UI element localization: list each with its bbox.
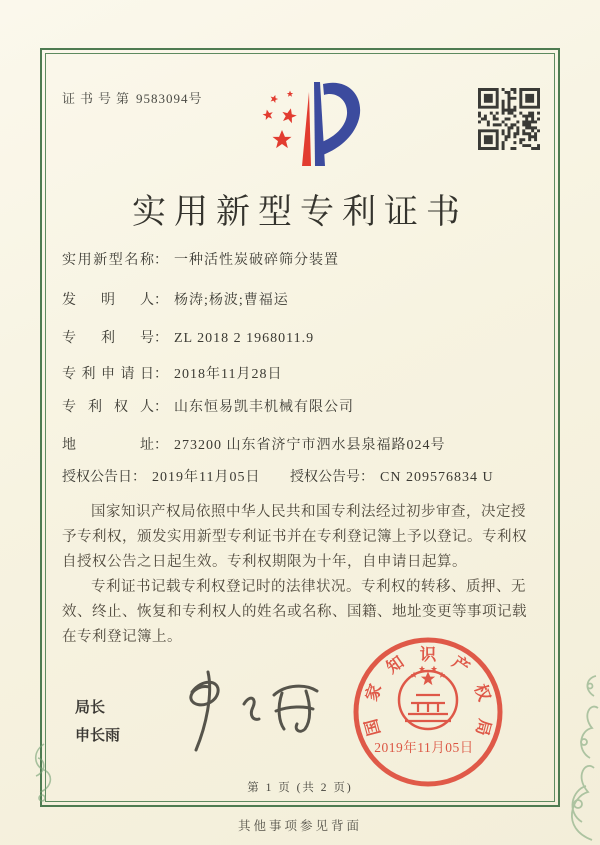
- field-colon: ：: [360, 470, 374, 485]
- field-label: 专利号: [62, 331, 154, 346]
- director-signature: [158, 664, 328, 756]
- signer-title: 局长: [75, 699, 106, 716]
- grant-no-label: 授权公告号: [290, 470, 360, 485]
- field-row-address: [62, 434, 522, 454]
- field-colon: ：: [154, 331, 168, 346]
- field-row-grant: [62, 466, 522, 486]
- field-row-name: [62, 249, 522, 269]
- field-value: 2018年11月28日: [174, 367, 283, 382]
- certificate-number-value: 9583094: [136, 91, 189, 106]
- field-value: 杨涛;杨波;曹福运: [174, 293, 289, 308]
- seal-char: 家: [361, 681, 386, 704]
- signer-block: [75, 694, 120, 750]
- certificate-number-prefix: 证书号第: [62, 91, 135, 106]
- field-value: 山东恒易凯丰机械有限公司: [174, 400, 354, 415]
- grant-no-value: CN 209576834 U: [380, 470, 494, 485]
- qr-code: [478, 88, 540, 150]
- certificate-number-suffix: 号: [188, 91, 207, 106]
- seal-char: 局: [472, 716, 495, 738]
- cnipa-logo-icon: [232, 70, 368, 182]
- field-row-patentee: [62, 396, 522, 416]
- field-value: 一种活性炭破碎筛分装置: [174, 253, 339, 268]
- field-value: ZL 2018 2 1968011.9: [174, 331, 315, 346]
- grant-date-label: 授权公告日: [62, 470, 132, 485]
- field-row-filing-date: [62, 363, 522, 383]
- national-emblem-icon: [399, 666, 457, 729]
- seal-char: 权: [470, 681, 495, 704]
- field-colon: ：: [132, 470, 146, 485]
- field-label: 地址: [62, 438, 154, 453]
- official-seal: [338, 627, 518, 799]
- field-colon: ：: [154, 293, 168, 308]
- field-label: 专利权人: [62, 400, 154, 415]
- seal-char: 产: [448, 652, 474, 678]
- seal-char: 知: [382, 652, 408, 678]
- field-colon: ：: [154, 253, 168, 268]
- legal-paragraph-1: 国家知识产权局依照中华人民共和国专利法经过初步审查，决定授予专利权，颁发实用新型专利证书并在专利登记簿上予以登记。专利权自授权公告之日起生效。专利权期限为十年，自申请日起算。: [62, 504, 527, 570]
- page-number: 第 1 页 (共 2 页): [247, 782, 353, 794]
- seal-date: 2019年11月05日: [374, 740, 474, 755]
- field-row-patent-number: [62, 327, 522, 347]
- field-colon: ：: [154, 367, 168, 382]
- field-colon: ：: [154, 400, 168, 415]
- certificate-title: 实用新型专利证书: [132, 194, 468, 231]
- field-value: 273200 山东省济宁市泗水县泉福路024号: [174, 438, 446, 453]
- back-note: 其他事项参见背面: [237, 819, 362, 833]
- seal-char: 识: [419, 645, 437, 664]
- flourish-bottom-left-icon: [24, 738, 64, 808]
- certificate-number: [62, 88, 207, 107]
- signer-name: 申长雨: [75, 727, 121, 744]
- grant-date-value: 2019年11月05日: [152, 470, 261, 485]
- field-colon: ：: [154, 438, 168, 453]
- field-label: 专利申请日: [62, 367, 154, 382]
- field-label: 发明人: [62, 293, 154, 308]
- seal-char: 国: [361, 716, 384, 738]
- field-label: 实用新型名称: [62, 253, 154, 268]
- field-row-inventors: [62, 289, 522, 309]
- legal-paragraph-2: 专利证书记载专利权登记时的法律状况。专利权的转移、质押、无效、终止、恢复和专利权人的姓名或名称、国籍、地址变更等事项记载在专利登记簿上。: [62, 579, 527, 645]
